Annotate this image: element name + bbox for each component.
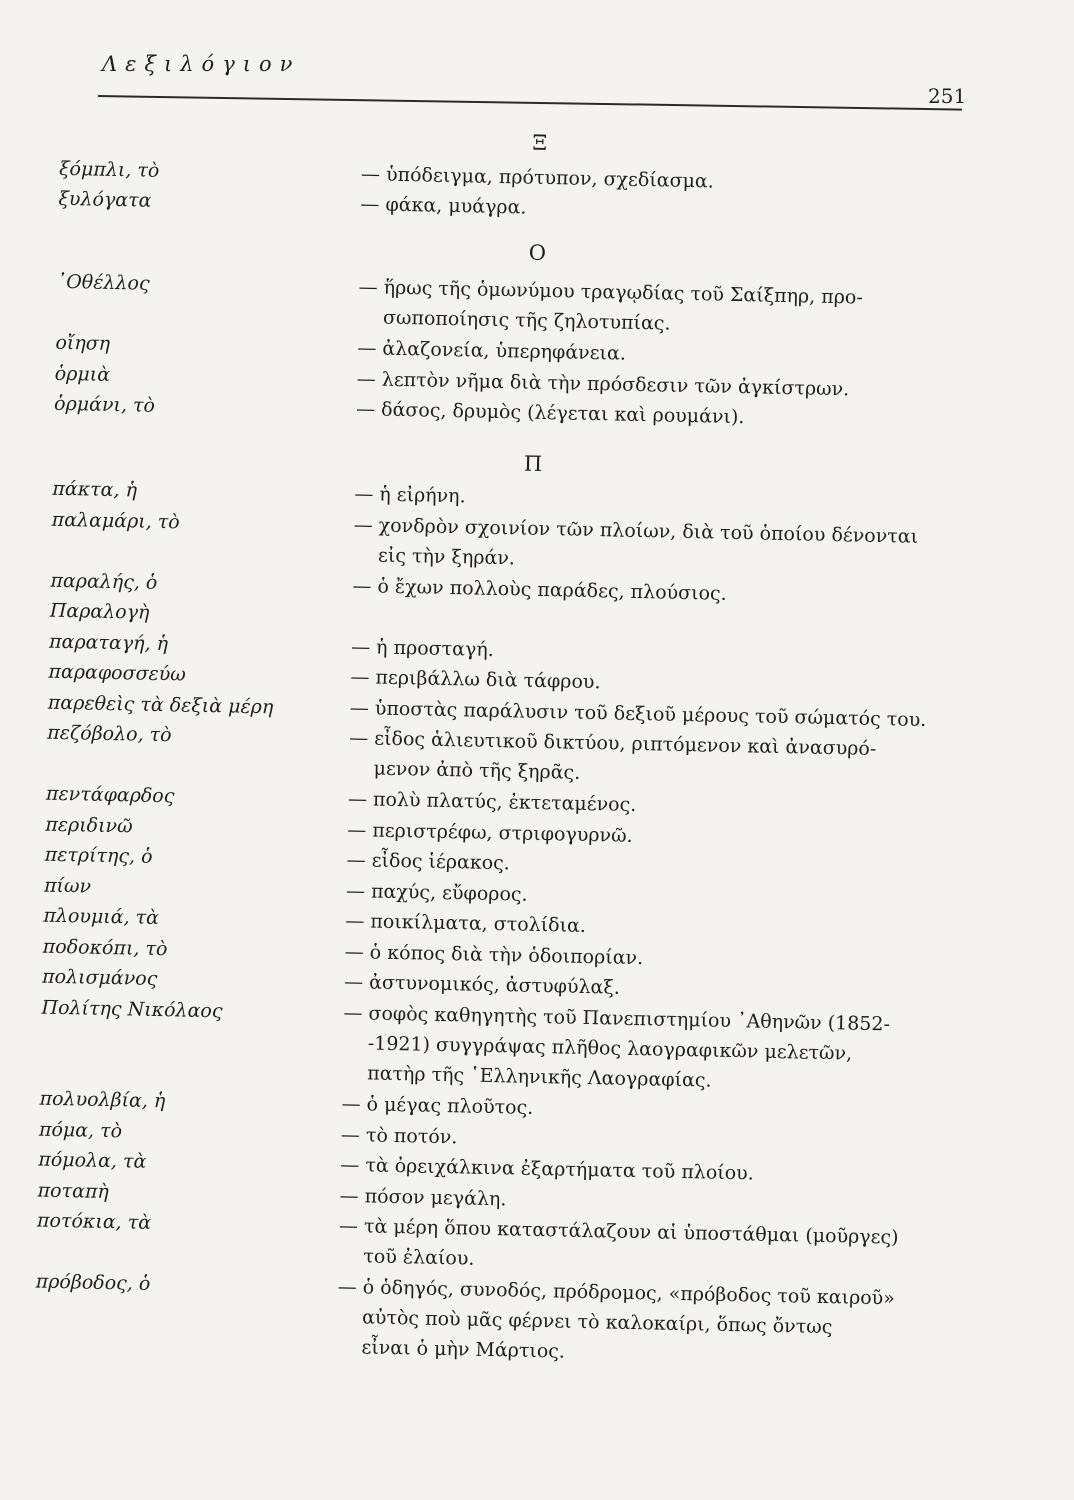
- entry-definition: [336, 1272, 895, 1374]
- entry-term: πλουμιά, τὰ: [43, 904, 160, 930]
- entry-term: ποτόκια, τὰ: [36, 1209, 152, 1234]
- entry-term: περιδινῶ: [45, 813, 133, 837]
- definition-line: — ὁ ὁδηγός, συνοδός, πρόδρομος, «πρόβοδος τοῦ καιροῦ»: [337, 1275, 896, 1310]
- definition-line: — τὰ μέρη ὅπου καταστάλαζουν αἱ ὑποστάθμαι (μοῦργες): [338, 1214, 899, 1249]
- entry-term: πετρίτης, ὁ: [44, 843, 153, 868]
- entry-term: ᾿Οθέλλος: [56, 270, 150, 295]
- section-letter: Ξ: [532, 130, 548, 155]
- glossary-entry: [0, 269, 1071, 335]
- definition-line: — ὁ κόπος διὰ τὴν ὁδοιπορίαν.: [344, 940, 644, 969]
- definition-line: τοῦ ἐλαίου.: [363, 1245, 475, 1270]
- definition-line: σωποποίησις τῆς ζηλοτυπίας.: [382, 306, 671, 335]
- definition-line: — παχύς, εὔφορος.: [345, 879, 528, 906]
- glossary-entry: [0, 903, 1057, 937]
- definition-line: — ποικίλματα, στολίδια.: [345, 909, 587, 937]
- entry-term: ὁρμιὰ: [54, 362, 111, 386]
- entry-definition: [341, 1089, 533, 1123]
- running-title: Λεξιλόγιον: [102, 52, 301, 76]
- definition-line: αὐτὸς ποὺ μᾶς φέρνει τὸ καλοκαίρι, ὅπως ὄντως: [361, 1306, 833, 1339]
- definition-line: — χονδρὸν σχοινίον τῶν πλοίων, διὰ τοῦ ὁποίου δένονται: [353, 513, 919, 548]
- entry-term: πάκτα, ἡ: [52, 477, 138, 502]
- definition-line: — σοφὸς καθηγητὴς τοῦ Πανεπιστημίου ᾿Αθηνῶν (1852-: [343, 1001, 891, 1035]
- definition-line: — ἀστυνομικός, ἀστυφύλαξ.: [343, 970, 621, 999]
- entry-term: ξυλόγατα: [58, 187, 152, 212]
- definition-line: — ἀλαζονεία, ὑπερηφάνεια.: [357, 337, 627, 365]
- glossary-entry: [0, 507, 1066, 569]
- entry-definition: [358, 272, 863, 343]
- entry-definition: [350, 662, 601, 697]
- definition-line: — εἶδος ἱέρακος.: [346, 848, 511, 875]
- entry-definition: [346, 875, 528, 909]
- header-rule: [98, 95, 962, 111]
- entry-term: ποδοκόπι, τὸ: [42, 935, 168, 960]
- definition-line: — περιστρέφω, στριφογυρνῶ.: [347, 818, 633, 847]
- entry-definition: [345, 906, 586, 941]
- entry-term: πεζόβολο, τὸ: [47, 721, 172, 747]
- definition-line: — τὸ ποτόν.: [340, 1123, 458, 1148]
- glossary-entry: [0, 659, 1063, 694]
- definition-line: — πόσον μεγάλη.: [339, 1184, 507, 1210]
- entry-definition: [346, 845, 510, 878]
- definition-line: πατὴρ τῆς ῾Ελληνικῆς Λαογραφίας.: [366, 1061, 712, 1092]
- entry-term: πεντάφαρδος: [45, 782, 175, 808]
- glossary-entry: [0, 873, 1058, 906]
- definition-line: — περιβάλλω διὰ τάφρου.: [350, 665, 601, 694]
- glossary-entry: [0, 1147, 1052, 1185]
- definition-line: — ὁ μέγας πλοῦτος.: [341, 1092, 534, 1119]
- glossary-body: [0, 120, 1074, 1363]
- glossary-entry: [0, 1208, 1051, 1270]
- entry-definition: [348, 723, 876, 794]
- definition-line: — δάσος, δρυμὸς (λέγεται καὶ ρουμάνι).: [355, 398, 745, 429]
- definition-line: — ἡ προσταγή.: [350, 635, 495, 661]
- entry-term: Παραλογὴ: [49, 599, 150, 624]
- entry-definition: [339, 1180, 506, 1213]
- entry-term: παραλής, ὁ: [50, 569, 158, 594]
- entry-term: παραφοσσεύω: [48, 660, 187, 686]
- entry-term: πολισμάνος: [41, 965, 158, 991]
- entry-term: πρόβοδος, ὁ: [35, 1270, 151, 1295]
- entry-definition: [354, 479, 466, 511]
- entry-term: πόμολα, τὰ: [38, 1148, 147, 1173]
- definition-line: εἶναι ὁ μὴν Μάρτιος.: [361, 1336, 566, 1363]
- entry-definition: [357, 333, 626, 369]
- definition-line: — ὁ ἔχων πολλοὺς παράδες, πλούσιος.: [352, 574, 727, 605]
- definition-line: — ὑποστὰς παράλυσιν τοῦ δεξιοῦ μέρους τοῦ σώματός του.: [349, 696, 927, 731]
- entry-term: πολυολβία, ἡ: [39, 1087, 166, 1113]
- entry-definition: [351, 631, 494, 664]
- entry-term: ὁρμάνι, τὸ: [53, 392, 156, 417]
- entry-term: ποταπὴ: [37, 1179, 110, 1203]
- entry-term: οἴηση: [55, 331, 111, 355]
- entry-term: παλαμάρι, τὸ: [51, 508, 180, 533]
- entry-definition: [360, 189, 527, 222]
- definition-line: — εἶδος ἁλιευτικοῦ δικτύου, ριπτόμενον καὶ ἀνασυρό-: [349, 726, 877, 761]
- entry-term: ξόμπλι, τὸ: [58, 157, 160, 182]
- glossary-entry: [0, 156, 1073, 192]
- section-letter: Ο: [528, 240, 547, 265]
- entry-definition: [342, 997, 890, 1098]
- entry-term: παρεθεὶς τὰ δεξιὰ μέρη: [47, 691, 274, 718]
- glossary-entry: [0, 476, 1066, 508]
- definition-line: — ἥρως τῆς ὁμωνύμου τραγῳδίας τοῦ Σαίξπηρ, προ-: [358, 276, 864, 309]
- entry-term: παραταγή, ἡ: [48, 630, 169, 655]
- definition-line: μενον ἀπὸ τῆς ξηρᾶς.: [373, 757, 581, 784]
- definition-line: — λεπτὸν νῆμα διὰ τὴν πρόσδεσιν τῶν ἀγκίστρων.: [356, 367, 850, 400]
- section-letter: Π: [523, 451, 543, 476]
- page-number: 251: [928, 84, 967, 108]
- entry-definition: [353, 510, 919, 582]
- entry-term: πόμα, τὸ: [38, 1118, 123, 1142]
- definition-line: -1921) συγγράψας πλῆθος λαογραφικῶν μελετῶν,: [367, 1031, 853, 1065]
- definition-line: — ὑπόδειγμα, πρότυπον, σχεδίασμα.: [360, 162, 715, 192]
- glossary-entry: [0, 629, 1063, 661]
- definition-line: — φάκα, μυάγρα.: [360, 193, 527, 219]
- definition-line: — τὰ ὀρειχάλκινα ἐξαρτήματα τοῦ πλοίου.: [340, 1153, 754, 1185]
- entry-term: πίων: [43, 874, 92, 898]
- entry-definition: [352, 571, 727, 609]
- entry-definition: [338, 1211, 899, 1283]
- definition-line: — πολὺ πλατύς, ἐκτεταμένος.: [347, 787, 637, 816]
- entry-term: Πολίτης Νικόλαος: [41, 996, 223, 1022]
- definition-line: — ἡ εἰρήνη.: [354, 483, 466, 508]
- entry-definition: [341, 1119, 458, 1151]
- definition-line: εἰς τὴν ξηράν.: [377, 544, 516, 569]
